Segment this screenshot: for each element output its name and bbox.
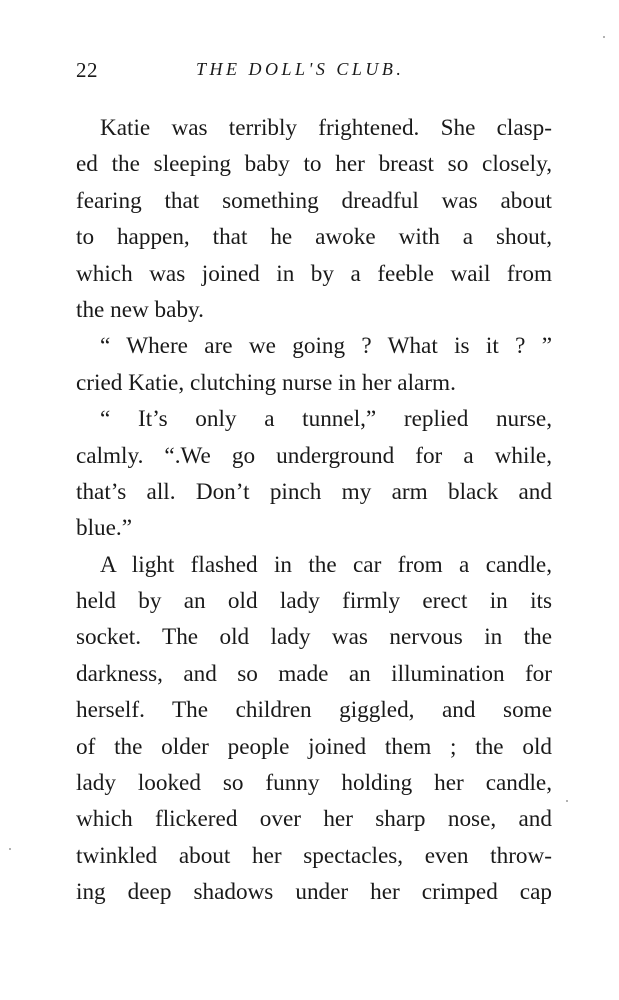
text-line: calmly. “.We go underground for a while, xyxy=(76,442,552,469)
text-line: which flickered over her sharp nose, and xyxy=(76,806,552,833)
text-line: ed the sleeping baby to her breast so closely, xyxy=(76,151,552,178)
scan-speck xyxy=(566,800,568,802)
text-line: of the older people joined them ; the old xyxy=(76,733,552,760)
page-number: 22 xyxy=(76,58,98,82)
text-line: which was joined in by a feeble wail from xyxy=(76,260,552,287)
text-line: A light flashed in the car from a candle, xyxy=(100,551,552,578)
text-line: fearing that something dreadful was about xyxy=(76,187,552,214)
text-line: “ Where are we going ? What is it ? ” xyxy=(100,333,552,360)
text-line: cried Katie, clutching nurse in her alarm. xyxy=(76,369,456,396)
scan-speck xyxy=(9,848,11,850)
text-line: socket. The old lady was nervous in the xyxy=(76,624,552,651)
body-text xyxy=(76,110,552,911)
text-line: lady looked so funny holding her candle, xyxy=(76,770,552,797)
text-line: blue.” xyxy=(76,515,133,542)
scan-speck xyxy=(603,36,605,38)
text-line: herself. The children giggled, and some xyxy=(76,697,552,724)
text-line: Katie was terribly frightened. She clasp- xyxy=(100,115,552,141)
running-title: THE DOLL'S CLUB. xyxy=(196,59,405,79)
text-line: the new baby. xyxy=(76,296,204,323)
text-line: to happen, that he awoke with a shout, xyxy=(76,224,552,251)
text-line: darkness, and so made an illumination for xyxy=(76,660,552,687)
running-head xyxy=(76,58,552,90)
text-line: twinkled about her spectacles, even throw- xyxy=(76,842,552,869)
text-line: “ It’s only a tunnel,” replied nurse, xyxy=(100,406,552,433)
text-line: ing deep shadows under her crimped cap xyxy=(76,879,552,906)
text-line: held by an old lady firmly erect in its xyxy=(76,588,552,615)
text-line: that’s all. Don’t pinch my arm black and xyxy=(76,478,552,505)
